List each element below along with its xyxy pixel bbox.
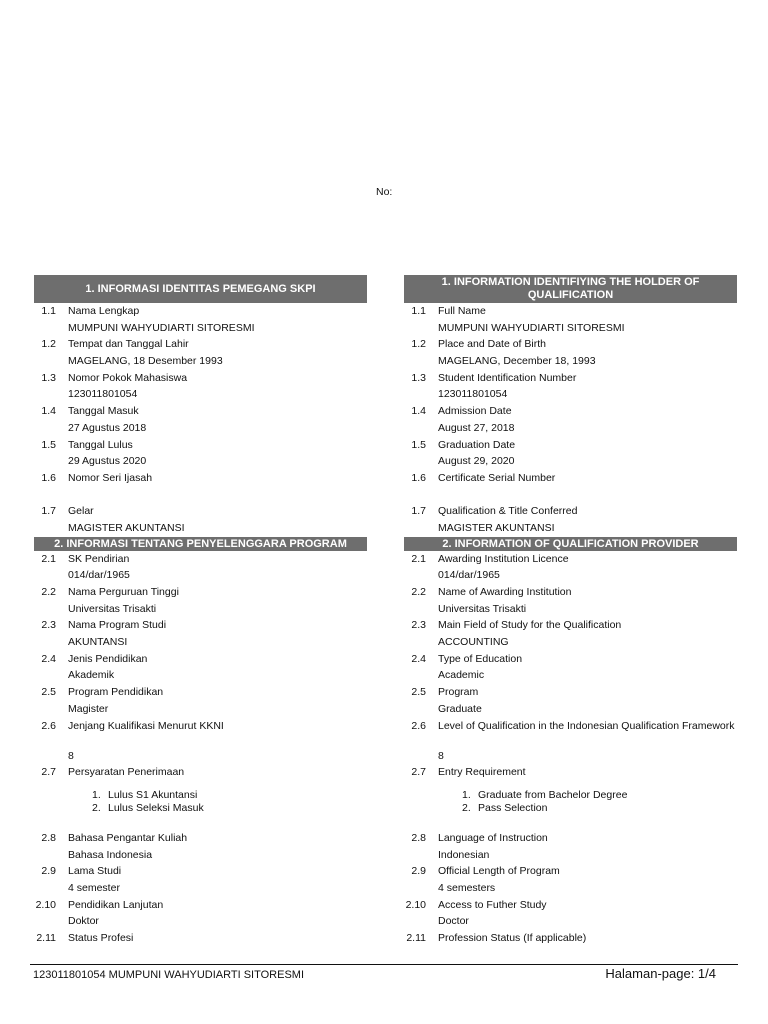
field-value: Doctor [438, 915, 469, 928]
field-value: 014/dar/1965 [68, 569, 130, 582]
field-row: 1.7 Qualification & Title Conferred [411, 505, 578, 518]
section2-header-en: 2. INFORMATION OF QUALIFICATION PROVIDER [404, 537, 737, 551]
field-value: 4 semesters [438, 881, 496, 894]
field-value: Magister [68, 702, 109, 715]
field-row: 2.10 Access to Futher Study [405, 898, 547, 911]
field-value: 29 Agustus 2020 [68, 455, 147, 468]
field-value [404, 487, 737, 504]
field-value: Indonesian [438, 848, 490, 861]
field-value: MAGELANG, 18 Desember 1993 [68, 355, 223, 368]
field-row: 2.5 Program Pendidikan [41, 686, 164, 699]
document-number-label: No: [376, 186, 393, 198]
field-row: 1.1 Nama Lengkap [41, 305, 140, 317]
field-row: 2.11 Status Profesi [36, 932, 134, 944]
field-value: AKUNTANSI [68, 636, 128, 649]
field-row: 1.7 Gelar [41, 505, 94, 518]
field-row: 2.1 Awarding Institution Licence [411, 552, 569, 565]
field-row: 2.4 Jenis Pendidikan [41, 652, 148, 665]
field-row: 2.8 Bahasa Pengantar Kuliah [41, 831, 188, 844]
footer-divider [30, 964, 738, 965]
field-row: 2.7 Persyaratan Penerimaan [41, 766, 185, 779]
field-value: MUMPUNI WAHYUDIARTI SITORESMI [68, 321, 255, 334]
field-row: 2.11 Profession Status (If applicable) [406, 932, 587, 944]
field-row: 1.2 Place and Date of Birth [411, 338, 546, 351]
field-value: Akademik [68, 669, 115, 682]
field-row: 2.7 Entry Requirement [411, 766, 526, 779]
field-row: 2.9 Official Length of Program [411, 865, 560, 878]
field-row: 2.6 Level of Qualification in the Indonesian Qualification Framework [411, 719, 735, 732]
entry-requirements-list [404, 789, 737, 815]
field-value: 27 Agustus 2018 [68, 421, 147, 434]
section2-header-id: 2. INFORMASI TENTANG PENYELENGGARA PROGRAM [34, 537, 367, 551]
list-item: 1. Lulus S1 Akuntansi [92, 788, 198, 801]
page-number: Halaman-page: 1/4 [605, 966, 716, 981]
field-row: 1.1 Full Name [411, 305, 486, 317]
field-value [34, 487, 367, 504]
field-row: 1.3 Nomor Pokok Mahasiswa [41, 371, 188, 384]
field-row: 1.6 Certificate Serial Number [411, 471, 556, 484]
field-row: 2.2 Nama Perguruan Tinggi [41, 586, 179, 598]
field-row: 2.2 Name of Awarding Institution [411, 586, 572, 598]
field-value: Universitas Trisakti [438, 602, 527, 615]
field-value: Academic [438, 669, 485, 682]
field-row: 2.3 Nama Program Studi [41, 619, 167, 632]
field-row: 2.1 SK Pendirian [41, 552, 130, 565]
field-row: 1.3 Student Identification Number [411, 371, 577, 384]
field-value: 014/dar/1965 [438, 569, 500, 582]
field-row: 2.6 Jenjang Kualifikasi Menurut KKNI [41, 719, 224, 732]
section1-header-en: 1. INFORMATION IDENTIFIYING THE HOLDER OF QUALIFICATION [404, 275, 737, 303]
field-row: 1.5 Tanggal Lulus [41, 438, 133, 451]
field-value: MAGISTER AKUNTANSI [68, 521, 185, 534]
field-row: 2.8 Language of Instruction [411, 831, 548, 844]
field-value: 4 semester [68, 881, 120, 894]
field-row: 1.4 Tanggal Masuk [41, 405, 139, 418]
entry-requirements-list [34, 789, 367, 815]
section1-header-id: 1. INFORMASI IDENTITAS PEMEGANG SKPI [34, 275, 367, 303]
field-value: August 29, 2020 [438, 455, 515, 468]
footer-student-info: 123011801054 MUMPUNI WAHYUDIARTI SITORESMI [33, 969, 305, 981]
field-value: Universitas Trisakti [68, 602, 157, 615]
right-column-english [404, 275, 737, 947]
field-value: 123011801054 [438, 388, 508, 401]
left-column-indonesian [34, 275, 367, 947]
field-row: 1.4 Admission Date [411, 405, 512, 418]
field-row: 1.5 Graduation Date [411, 438, 516, 451]
list-item: 2. Lulus Seleksi Masuk [92, 801, 204, 814]
field-value: MAGISTER AKUNTANSI [438, 521, 555, 534]
field-row: 2.3 Main Field of Study for the Qualification [411, 619, 622, 632]
field-value: 8 [68, 749, 74, 762]
field-row: 2.4 Type of Education [411, 652, 523, 665]
field-row: 1.2 Tempat dan Tanggal Lahir [41, 338, 189, 351]
field-value: Graduate [438, 702, 482, 715]
field-value: 8 [438, 749, 444, 762]
field-value: MUMPUNI WAHYUDIARTI SITORESMI [438, 321, 625, 334]
field-value: 123011801054 [68, 388, 138, 401]
field-value: MAGELANG, December 18, 1993 [438, 355, 596, 368]
field-value: Doktor [68, 915, 99, 928]
field-row: 2.5 Program [411, 686, 479, 699]
field-row: 2.9 Lama Studi [41, 865, 122, 878]
field-row: 1.6 Nomor Seri Ijasah [41, 471, 153, 484]
field-value: ACCOUNTING [438, 636, 509, 649]
field-value: August 27, 2018 [438, 421, 515, 434]
list-item: 2. Pass Selection [462, 801, 548, 814]
field-row: 2.10 Pendidikan Lanjutan [35, 898, 164, 911]
field-value: Bahasa Indonesia [68, 848, 153, 861]
list-item: 1. Graduate from Bachelor Degree [462, 788, 628, 801]
